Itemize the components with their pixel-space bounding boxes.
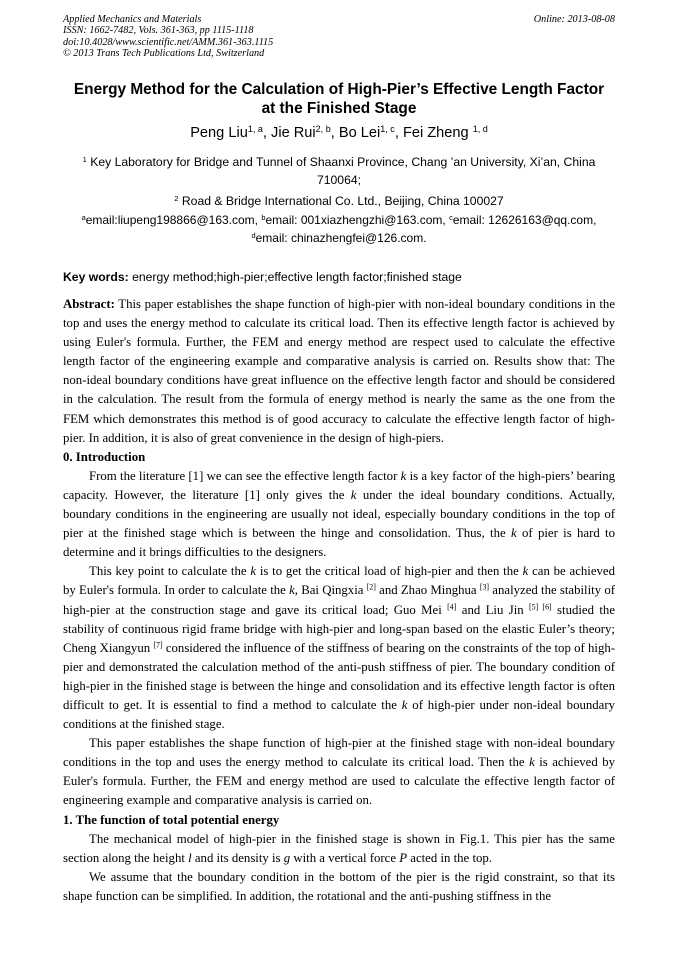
author-mark: 1, a — [247, 124, 263, 135]
citation: [4] — [447, 602, 457, 612]
email-list — [63, 211, 615, 247]
keywords-text: energy method;high-pier;effective length factor;finished stage — [128, 270, 462, 284]
email-b: email: 001xiazhengzhi@163.com, — [265, 213, 450, 227]
email-mark: b — [261, 212, 266, 222]
author-name: Fei Zheng — [402, 125, 473, 141]
online-date: Online: 2013-08-08 — [533, 14, 615, 25]
author-name: Peng Liu — [190, 125, 248, 141]
affiliation-1 — [63, 153, 615, 189]
email-a: email:liupeng198866@163.com, — [85, 213, 262, 227]
doi-line: doi:10.4028/www.scientific.net/AMM.361-363.1115 — [63, 36, 274, 48]
keywords — [63, 269, 615, 285]
title-line-2: at the Finished Stage — [261, 100, 417, 117]
abstract — [63, 295, 615, 448]
author-list: Peng Liu$^{1, a}$, Jie Rui$^{2, b}$, Bo Lei$^{1, c}$, Fei Zheng $^{1, d}$ — [190, 124, 488, 141]
affiliation-2 — [63, 192, 615, 210]
paper-title — [40, 80, 638, 118]
journal-header — [63, 14, 615, 59]
affiliation-2-text: Road & Bridge International Co. Ltd., Beijing, China 100027 — [178, 194, 504, 208]
intro-paragraph-2: This key point to calculate the k is to get the critical load of high-pier and then the k can be achieved by Euler's formula. In order to calculate the k, Bai Qingxia [2] and Zhao Minghua [3] analyzed the stability of high-pier at the construction stage and gave its critical load; Guo Mei [4] and Liu Jin [5] [6] studied the stability of continuous rigid frame bridge with high-pier and long-span based on the elastic Euler’s theory; Cheng Xiangyun [7] considered the influence of the stiffness of bearing on the constraints of the top of high-pier and demonstrated the calculation method of the anti-push stiffness of pier. The boundary condition of high-pier in the finished stage is between the hinge and consolidation and its effective length factor is often difficult to get. It is essential to find a method to calculate the k of high-pier under non-ideal boundary conditions at the finished stage. — [63, 564, 616, 732]
intro-paragraph-3: This paper establishes the shape function of high-pier at the finished stage with non-ideal boundary conditions in the top and uses the energy method to calculate its critical load. Then the k is achieved by Euler's formula. Further, the FEM and energy method are used to calculate the effective length factor of engineering example and comparative analysis is carried on. — [63, 736, 615, 808]
keywords-label: Key words: — [63, 270, 129, 284]
section-heading-introduction: 0. Introduction — [63, 449, 146, 464]
email-d: email: chinazhengfei@126.com. — [255, 231, 427, 245]
issn-line: ISSN: 1662-7482, Vols. 361-363, pp 1115-1118 — [63, 25, 254, 37]
email-mark: a — [81, 212, 86, 222]
author-name: Bo Lei — [338, 125, 381, 141]
section1-paragraph-1: The mechanical model of high-pier in the finished stage is shown in Fig.1. This pier has the same section along the height l and its density is g with a vertical force P acted in the top. — [63, 831, 615, 865]
email-mark: c — [449, 212, 453, 222]
paper-body — [63, 295, 615, 906]
intro-paragraph-1: From the literature [1] we can see the effective length factor k is a key factor of the high-piers’ bearing capacity. However, the literature [1] only gives the k under the ideal boundary conditions. Actually, boundary conditions in the engineering are usually not ideal, especially boundary conditions in the top of pier at the finished stage which is between the hinge and consolidation. Thus, the k of pier is hard to determine and it brings difficulties to the designers. — [63, 468, 616, 560]
author-mark: 1, c — [380, 124, 395, 135]
citation: [3] — [479, 583, 490, 593]
author-mark: 1, d — [472, 124, 488, 135]
affiliation-mark: 1 — [82, 154, 87, 164]
section1-paragraph-2: We assume that the boundary condition in the bottom of the pier is the rigid constraint, so that its shape function can be simplified. In addition, the rotational and the anti-pushing stiffness in the — [63, 869, 615, 903]
citation: [2] — [366, 583, 376, 593]
affiliation-1-text: Key Laboratory for Bridge and Tunnel of Shaanxi Province, Chang ’an University, Xi’an, China — [86, 155, 596, 169]
abstract-text: This paper establishes the shape function of high-pier with non-ideal boundary conditions in the top and uses the energy method to calculate its critical load. Then its effective length factor is achieved by using Euler's formula. Further, the FEM and energy method are respect used to calculate the effective length factor of the engineering example and comparative analysis is carried on. Results show that: The non-ideal boundary conditions have great influence on the effective length factor and should be considered in the calculation. The result from the formula of energy method is nearly the same as the one from the FEM which demonstrates this method is of good accuracy to calculate the effective length factor of high-pier. In addition, it is also of great convenience in the design of high-piers. — [63, 297, 615, 445]
email-mark: d — [251, 230, 256, 240]
affiliation-mark: 2 — [174, 193, 179, 203]
author-name: Jie Rui — [271, 125, 316, 141]
title-line-1: Energy Method for the Calculation of High-Pier’s Effective Length Factor — [73, 81, 605, 98]
abstract-label: Abstract: — [63, 297, 115, 311]
section-heading-potential-energy: 1. The function of total potential energy — [63, 812, 280, 827]
affiliation-1-postcode: 710064; — [316, 173, 362, 187]
email-c: email: 12626163@qq.com, — [452, 213, 597, 227]
author-mark: 2, b — [315, 124, 331, 135]
citation: [5] [6] — [529, 602, 552, 612]
journal-name: Applied Mechanics and Materials — [63, 14, 202, 25]
copyright-line: © 2013 Trans Tech Publications Ltd, Switzerland — [63, 47, 265, 59]
citation: [7] — [153, 640, 163, 650]
